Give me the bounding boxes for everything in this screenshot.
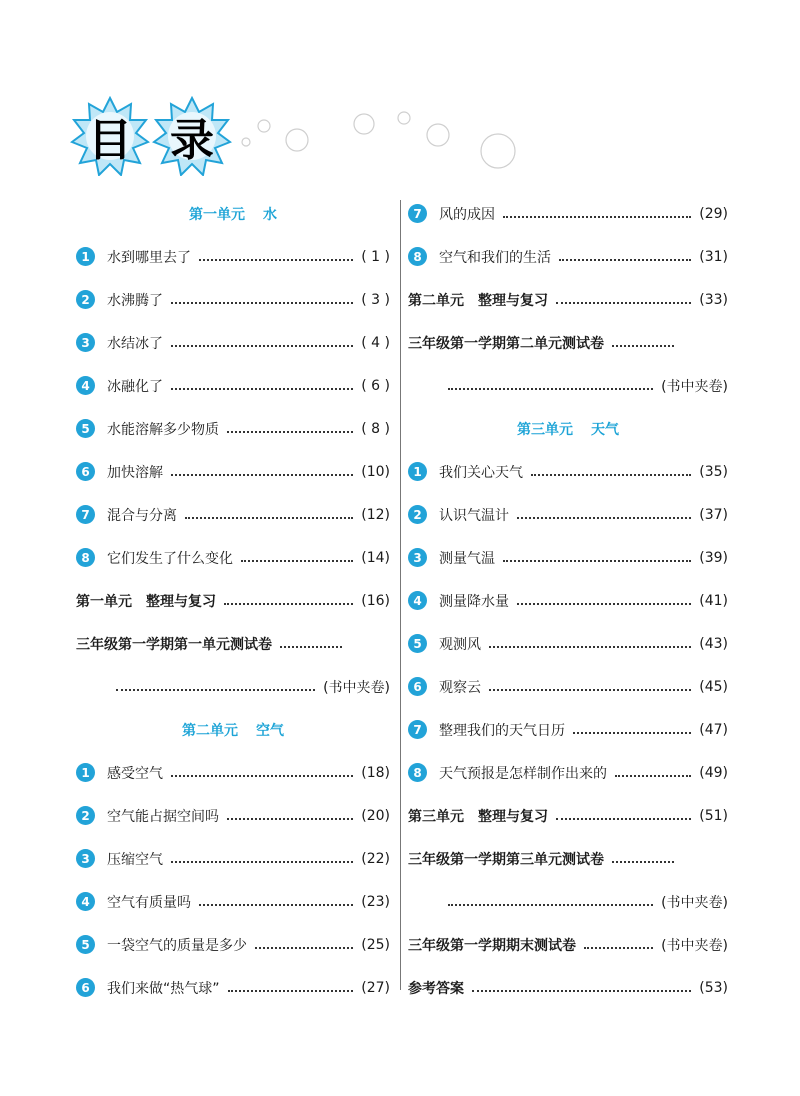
toc-entry[interactable] <box>408 622 728 665</box>
dot-leader <box>280 645 342 648</box>
review-title: 第二单元 整理与复习 <box>408 292 548 309</box>
toc-entry[interactable] <box>76 235 390 278</box>
dot-leader <box>531 473 691 476</box>
lesson-title: 加快溶解 <box>107 464 163 481</box>
dot-leader <box>228 989 354 992</box>
page-number: (45) <box>699 678 728 695</box>
toc-entry[interactable] <box>76 794 390 837</box>
dot-leader <box>517 516 691 519</box>
toc-review-entry[interactable] <box>408 278 728 321</box>
toc-test-continuation[interactable] <box>408 364 728 407</box>
unit-heading <box>408 407 728 450</box>
lesson-title: 天气预报是怎样制作出来的 <box>439 765 607 782</box>
page-number: (12) <box>361 506 390 523</box>
lesson-number-badge: 8 <box>408 247 427 266</box>
lesson-number-badge: 6 <box>76 462 95 481</box>
lesson-number-badge: 4 <box>76 892 95 911</box>
page-number: ( 8 ) <box>361 420 390 437</box>
page-number: (书中夹卷) <box>661 378 728 395</box>
dot-leader <box>227 430 353 433</box>
toc-entry[interactable] <box>76 321 390 364</box>
lesson-title: 观察云 <box>439 679 481 696</box>
toc-test-entry[interactable] <box>76 622 390 665</box>
toc-header <box>70 96 570 176</box>
lesson-title: 感受空气 <box>107 765 163 782</box>
toc-entry[interactable] <box>76 923 390 966</box>
lesson-number-badge: 6 <box>76 978 95 997</box>
unit-title: 第二单元 <box>182 722 238 739</box>
toc-entry[interactable] <box>76 364 390 407</box>
lesson-number-badge: 2 <box>76 806 95 825</box>
dot-leader <box>556 817 691 820</box>
dot-leader <box>171 301 353 304</box>
toc-answers-entry[interactable] <box>408 966 728 1009</box>
page-number: (10) <box>361 463 390 480</box>
dot-leader <box>448 903 653 906</box>
toc-entry[interactable] <box>408 708 728 751</box>
dot-leader <box>612 860 674 863</box>
dot-leader <box>199 258 353 261</box>
lesson-number-badge: 3 <box>76 333 95 352</box>
page-number: (37) <box>699 506 728 523</box>
page-number: (书中夹卷) <box>323 679 390 696</box>
toc-entry[interactable] <box>76 536 390 579</box>
page-number: (23) <box>361 893 390 910</box>
page-number: ( 1 ) <box>361 248 390 265</box>
lesson-number-badge: 3 <box>76 849 95 868</box>
column-divider <box>400 200 401 990</box>
page-number: (16) <box>361 592 390 609</box>
lesson-number-badge: 5 <box>76 419 95 438</box>
lesson-title: 水到哪里去了 <box>107 249 191 266</box>
toc-right-column <box>408 192 728 1009</box>
toc-entry[interactable] <box>408 751 728 794</box>
test-title: 三年级第一学期第一单元测试卷 <box>76 636 272 653</box>
lesson-title: 空气和我们的生活 <box>439 249 551 266</box>
dot-leader <box>517 602 691 605</box>
lesson-number-badge: 2 <box>408 505 427 524</box>
lesson-number-badge: 7 <box>408 720 427 739</box>
dot-leader <box>503 215 691 218</box>
unit-subject: 天气 <box>591 421 619 438</box>
page-number: (27) <box>361 979 390 996</box>
page-number: (18) <box>361 764 390 781</box>
toc-review-entry[interactable] <box>408 794 728 837</box>
page-number: (31) <box>699 248 728 265</box>
page-number: ( 6 ) <box>361 377 390 394</box>
page-number: (35) <box>699 463 728 480</box>
answers-title: 参考答案 <box>408 980 464 997</box>
unit-heading <box>76 192 390 235</box>
dot-leader <box>448 387 653 390</box>
dot-leader <box>227 817 353 820</box>
toc-left-column <box>76 192 390 1009</box>
toc-entry[interactable] <box>408 192 728 235</box>
lesson-number-badge: 3 <box>408 548 427 567</box>
lesson-number-badge: 7 <box>76 505 95 524</box>
page-number: (49) <box>699 764 728 781</box>
unit-heading <box>76 708 390 751</box>
lesson-number-badge: 5 <box>76 935 95 954</box>
title-badge-1 <box>70 96 150 176</box>
lesson-title: 混合与分离 <box>107 507 177 524</box>
toc-final-test-entry[interactable] <box>408 923 728 966</box>
lesson-title: 测量降水量 <box>439 593 509 610</box>
dot-leader <box>171 473 353 476</box>
lesson-title: 冰融化了 <box>107 378 163 395</box>
title-badge-2 <box>152 96 232 176</box>
lesson-number-badge: 4 <box>408 591 427 610</box>
page-number: (29) <box>699 205 728 222</box>
dot-leader <box>489 645 691 648</box>
toc-entry[interactable] <box>408 450 728 493</box>
toc-entry[interactable] <box>76 751 390 794</box>
lesson-number-badge: 4 <box>76 376 95 395</box>
page-number: ( 3 ) <box>361 291 390 308</box>
lesson-number-badge: 1 <box>408 462 427 481</box>
page-number: (33) <box>699 291 728 308</box>
toc-test-continuation[interactable] <box>408 880 728 923</box>
toc-test-continuation[interactable] <box>76 665 390 708</box>
dot-leader <box>199 903 353 906</box>
page-number: (22) <box>361 850 390 867</box>
page-number: (书中夹卷) <box>661 894 728 911</box>
dot-leader <box>612 344 674 347</box>
toc-entry[interactable] <box>408 579 728 622</box>
page-number: (25) <box>361 936 390 953</box>
toc-entry[interactable] <box>76 450 390 493</box>
lesson-title: 整理我们的天气日历 <box>439 722 565 739</box>
toc-entry[interactable] <box>76 966 390 1009</box>
toc-entry[interactable] <box>76 493 390 536</box>
title-char-2: 录 <box>170 115 214 166</box>
toc-entry[interactable] <box>76 407 390 450</box>
lesson-title: 一袋空气的质量是多少 <box>107 937 247 954</box>
dot-leader <box>171 387 353 390</box>
test-title: 三年级第一学期第二单元测试卷 <box>408 335 604 352</box>
toc-entry[interactable] <box>408 493 728 536</box>
lesson-title: 空气能占据空间吗 <box>107 808 219 825</box>
lesson-number-badge: 5 <box>408 634 427 653</box>
dot-leader <box>224 602 353 605</box>
page-number: (39) <box>699 549 728 566</box>
toc-test-entry[interactable] <box>408 321 728 364</box>
bubbles-decoration <box>240 96 540 176</box>
toc-entry[interactable] <box>408 665 728 708</box>
dot-leader <box>171 774 353 777</box>
lesson-title: 空气有质量吗 <box>107 894 191 911</box>
dot-leader <box>255 946 353 949</box>
toc-entry[interactable] <box>76 278 390 321</box>
lesson-number-badge: 6 <box>408 677 427 696</box>
toc-entry[interactable] <box>76 880 390 923</box>
final-test-title: 三年级第一学期期末测试卷 <box>408 937 576 954</box>
review-title: 第三单元 整理与复习 <box>408 808 548 825</box>
page-number: (43) <box>699 635 728 652</box>
dot-leader <box>185 516 353 519</box>
toc-test-entry[interactable] <box>408 837 728 880</box>
page-number: (41) <box>699 592 728 609</box>
dot-leader <box>171 860 353 863</box>
dot-leader <box>472 989 691 992</box>
page-number: ( 4 ) <box>361 334 390 351</box>
lesson-title: 我们关心天气 <box>439 464 523 481</box>
review-title: 第一单元 整理与复习 <box>76 593 216 610</box>
lesson-number-badge: 8 <box>76 548 95 567</box>
test-title: 三年级第一学期第三单元测试卷 <box>408 851 604 868</box>
lesson-title: 水能溶解多少物质 <box>107 421 219 438</box>
dot-leader <box>556 301 691 304</box>
page-number: (53) <box>699 979 728 996</box>
lesson-number-badge: 7 <box>408 204 427 223</box>
lesson-title: 我们来做“热气球” <box>107 980 220 997</box>
toc-entry[interactable] <box>408 235 728 278</box>
unit-title: 第三单元 <box>517 421 573 438</box>
dot-leader <box>573 731 691 734</box>
unit-title: 第一单元 <box>189 206 245 223</box>
lesson-title: 压缩空气 <box>107 851 163 868</box>
dot-leader <box>171 344 353 347</box>
lesson-title: 风的成因 <box>439 206 495 223</box>
dot-leader <box>241 559 353 562</box>
lesson-title: 水沸腾了 <box>107 292 163 309</box>
dot-leader <box>584 946 653 949</box>
dot-leader <box>559 258 691 261</box>
unit-subject: 水 <box>263 206 277 223</box>
lesson-title: 观测风 <box>439 636 481 653</box>
lesson-title: 测量气温 <box>439 550 495 567</box>
lesson-number-badge: 1 <box>76 247 95 266</box>
dot-leader <box>503 559 691 562</box>
page-number: (51) <box>699 807 728 824</box>
toc-review-entry[interactable] <box>76 579 390 622</box>
unit-subject: 空气 <box>256 722 284 739</box>
dot-leader <box>615 774 691 777</box>
lesson-title: 认识气温计 <box>439 507 509 524</box>
dot-leader <box>489 688 691 691</box>
toc-entry[interactable] <box>408 536 728 579</box>
page-number: (20) <box>361 807 390 824</box>
page-number: (书中夹卷) <box>661 937 728 954</box>
toc-entry[interactable] <box>76 837 390 880</box>
page-number: (47) <box>699 721 728 738</box>
lesson-number-badge: 2 <box>76 290 95 309</box>
dot-leader <box>116 688 315 691</box>
page-number: (14) <box>361 549 390 566</box>
lesson-title: 它们发生了什么变化 <box>107 550 233 567</box>
lesson-number-badge: 8 <box>408 763 427 782</box>
lesson-title: 水结冰了 <box>107 335 163 352</box>
title-char-1: 目 <box>88 115 132 166</box>
lesson-number-badge: 1 <box>76 763 95 782</box>
